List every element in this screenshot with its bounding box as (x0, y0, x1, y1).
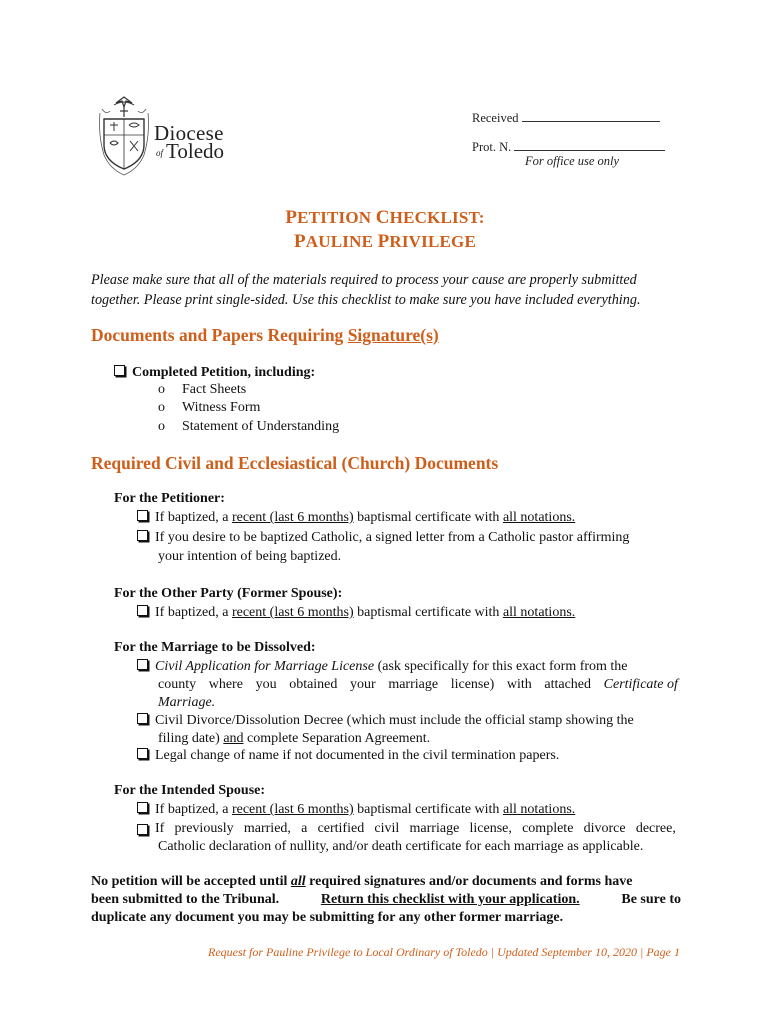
section-documents-heading: Required Civil and Ecclesiastical (Church) Documents (91, 453, 499, 473)
marriage-item-license-cont: county where you obtained your marriage license) with attached Certificate of (158, 677, 678, 692)
checkbox-icon[interactable] (137, 713, 148, 724)
checkbox-icon[interactable] (137, 510, 148, 521)
received-label: Received (472, 111, 519, 125)
checkbox-icon[interactable] (137, 802, 148, 813)
page-title-line2: PAULINE PRIVILEGE (293, 231, 477, 252)
intended-spouse-heading: For the Intended Spouse: (114, 783, 266, 798)
prot-field (472, 139, 665, 155)
sub-item-witness-form: o Witness Form (158, 400, 261, 415)
intended-item-previous-marriage-text: If previously married, a certified civil marriage license, complete divorce decree, (155, 821, 676, 836)
marriage-item-license: Civil Application for Marriage License (ask specifically for this exact form from the (137, 658, 628, 676)
checkbox-icon[interactable] (137, 824, 148, 835)
sub-item-fact-sheets: o Fact Sheets (158, 382, 247, 397)
intended-item-baptism: If baptized, a recent (last 6 months) baptismal certificate with all notations. (137, 801, 575, 819)
section-signatures-heading: Documents and Papers Requiring Signature(s) (91, 325, 439, 345)
page-title-line1: PETITION CHECKLIST: (285, 207, 485, 228)
coat-of-arms-icon (96, 95, 152, 180)
closing-line-2: been submitted to the Tribunal. Return this checklist with your application. Be sure to (91, 892, 681, 907)
marriage-item-license-cont2: Marriage. (158, 695, 216, 710)
prot-label: Prot. N. (472, 140, 512, 154)
checkbox-icon[interactable] (137, 748, 148, 759)
marriage-item-name-change: Legal change of name if not documented in the civil termination papers. (137, 747, 559, 765)
logo-text-of: of (156, 148, 164, 158)
checkbox-icon[interactable] (137, 605, 148, 616)
marriage-heading: For the Marriage to be Dissolved: (114, 640, 316, 655)
closing-line-3: duplicate any document you may be submitting for any other former marriage. (91, 910, 564, 925)
closing-line-1: No petition will be accepted until all required signatures and/or documents and forms have (91, 874, 633, 889)
checkbox-icon[interactable] (114, 365, 125, 376)
marriage-item-decree: Civil Divorce/Dissolution Decree (which must include the official stamp showing the (137, 712, 634, 730)
petitioner-item-catholic-cont: your intention of being baptized. (158, 549, 342, 564)
other-party-item-baptism: If baptized, a recent (last 6 months) baptismal certificate with all notations. (137, 604, 575, 622)
other-party-heading: For the Other Party (Former Spouse): (114, 586, 343, 601)
bullet-icon: o (158, 382, 165, 397)
checklist-item-petition: Completed Petition, including: (114, 364, 315, 382)
logo-text-toledo: Toledo (166, 139, 225, 163)
sub-item-statement: o Statement of Understanding (158, 419, 340, 434)
office-note: For office use only (525, 154, 620, 168)
received-blank (522, 110, 660, 122)
received-field (472, 110, 660, 126)
petitioner-item-catholic: If you desire to be baptized Catholic, a signed letter from a Catholic pastor affirming (137, 529, 629, 547)
intro-paragraph: Please make sure that all of the materials required to process your cause are properly submitted together. Please print single-sided. Use this checklist to make sure you have included everything. (91, 272, 641, 308)
intended-item-previous-marriage-cont: Catholic declaration of nullity, and/or death certificate for each marriage as applicable. (158, 839, 644, 854)
petitioner-item-baptism: If baptized, a recent (last 6 months) baptismal certificate with all notations. (137, 509, 575, 527)
checkbox-icon[interactable] (137, 530, 148, 541)
intended-item-previous-marriage (137, 820, 676, 838)
marriage-item-decree-cont: filing date) and complete Separation Agreement. (158, 731, 431, 746)
closing-notice (91, 873, 681, 927)
page-footer: Request for Pauline Privilege to Local Ordinary of Toledo | Updated September 10, 2020 | Page 1 (208, 945, 680, 959)
bullet-icon: o (158, 419, 165, 434)
petitioner-heading: For the Petitioner: (114, 491, 225, 506)
logo-text-diocese: Diocese (154, 121, 224, 145)
prot-blank (514, 139, 665, 151)
bullet-icon: o (158, 400, 165, 415)
checkbox-icon[interactable] (137, 659, 148, 670)
